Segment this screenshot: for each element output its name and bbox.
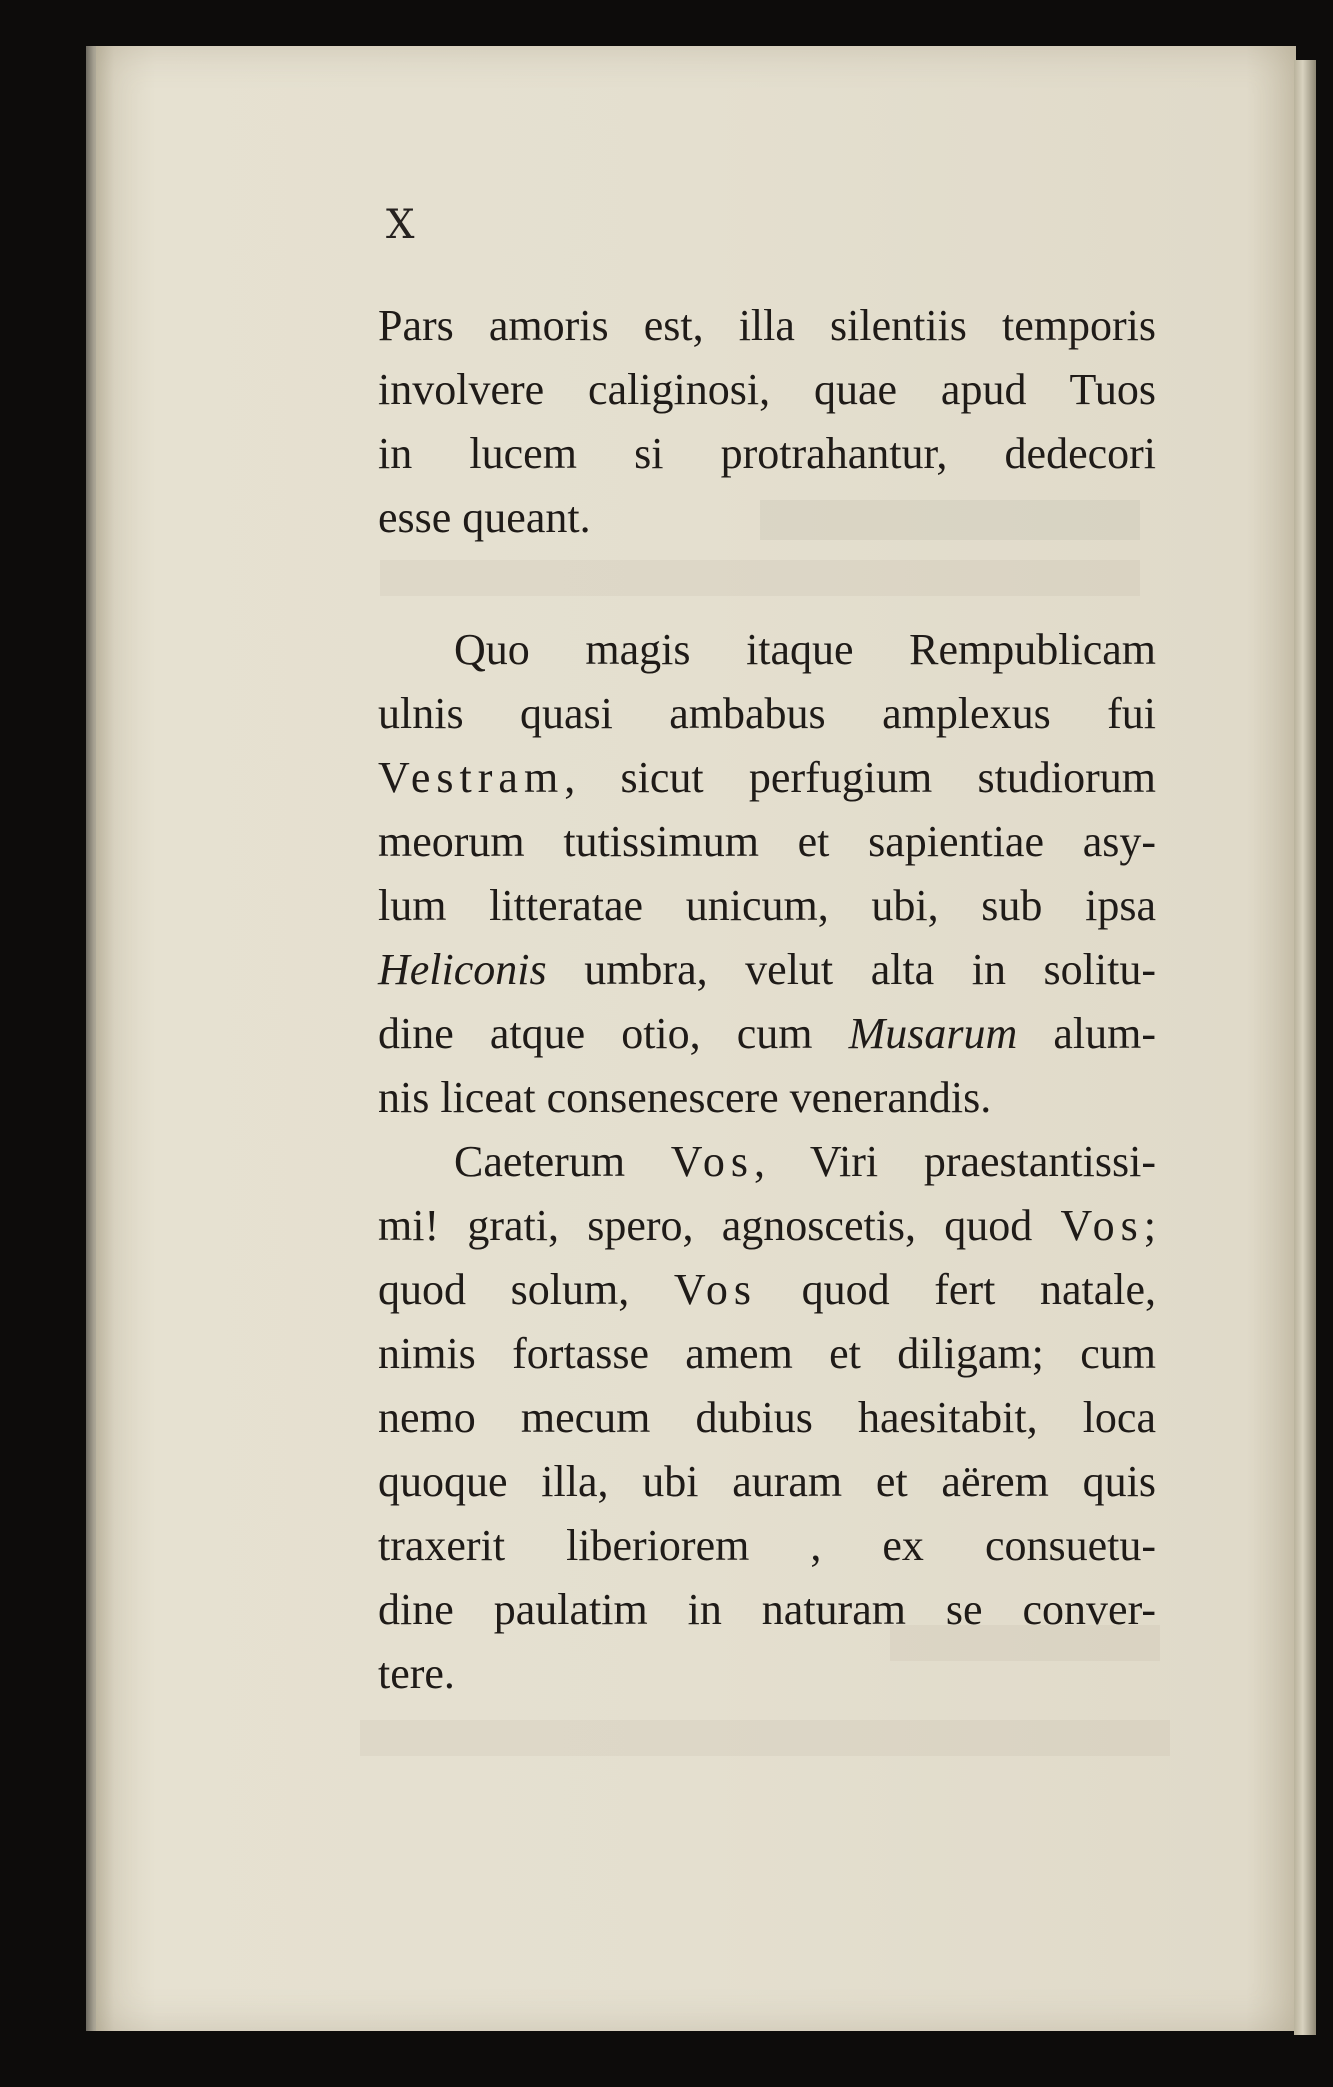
- next-page-edge: [1294, 60, 1316, 2035]
- text-line: [378, 746, 1156, 810]
- text-line: [378, 1258, 1156, 1322]
- text-line: Quo magis itaque Rempublicam: [454, 625, 1156, 674]
- paragraph-2: [378, 618, 1156, 1706]
- paragraph-1: [378, 294, 1156, 550]
- show-through-smudge: [380, 560, 1140, 596]
- text-run: , Viri praestantissi-: [753, 1137, 1156, 1186]
- text-run: umbra, velut alta in solitu-: [546, 945, 1156, 994]
- italic-word: Heliconis: [378, 945, 547, 994]
- text-line: traxerit liberiorem , ex consuetu-: [378, 1521, 1156, 1570]
- text-line: ulnis quasi ambabus amplexus fui: [378, 689, 1156, 738]
- text-line: nis liceat consenescere venerandis.: [378, 1073, 992, 1122]
- text-line: meorum tutissimum et sapientiae asy-: [378, 817, 1156, 866]
- text-line: Pars amoris est, illa silentiis temporis: [378, 301, 1156, 350]
- page-number: X: [386, 202, 417, 248]
- spaced-word: Vos: [673, 1265, 758, 1314]
- text-run: ;: [1143, 1201, 1156, 1250]
- text-line: dine paulatim in naturam se conver-: [378, 1585, 1156, 1634]
- text-line: in lucem si protrahantur, dedecori: [378, 429, 1156, 478]
- text-line: involvere caliginosi, quae apud Tuos: [378, 365, 1156, 414]
- text-run: Caeterum: [454, 1137, 671, 1186]
- text-line: [378, 1002, 1156, 1066]
- text-run: mi! grati, spero, agnoscetis, quod: [378, 1201, 1061, 1250]
- spaced-word: Vestram: [378, 753, 565, 802]
- text-line: [378, 938, 1156, 1002]
- spaced-word: Vos: [1060, 1201, 1144, 1250]
- text-line: [378, 1194, 1156, 1258]
- text-line: lum litteratae unicum, ubi, sub ipsa: [378, 881, 1156, 930]
- italic-word: Musarum: [848, 1009, 1018, 1058]
- text-run: quod fert natale,: [757, 1265, 1156, 1314]
- text-line: nemo mecum dubius haesitabit, loca: [378, 1393, 1156, 1442]
- text-line: nimis fortasse amem et diligam; cum: [378, 1329, 1156, 1378]
- text-run: alum-: [1017, 1009, 1156, 1058]
- text-line: quoque illa, ubi auram et aërem quis: [378, 1457, 1156, 1506]
- text-run: quod solum,: [378, 1265, 674, 1314]
- text-line: esse queant.: [378, 493, 591, 542]
- text-line: [378, 1130, 1156, 1194]
- spaced-word: Vos: [670, 1137, 754, 1186]
- show-through-smudge: [360, 1720, 1170, 1756]
- text-line: tere.: [378, 1649, 455, 1698]
- text-run: dine atque otio, cum: [378, 1009, 849, 1058]
- text-run: , sicut perfugium studiorum: [564, 753, 1156, 802]
